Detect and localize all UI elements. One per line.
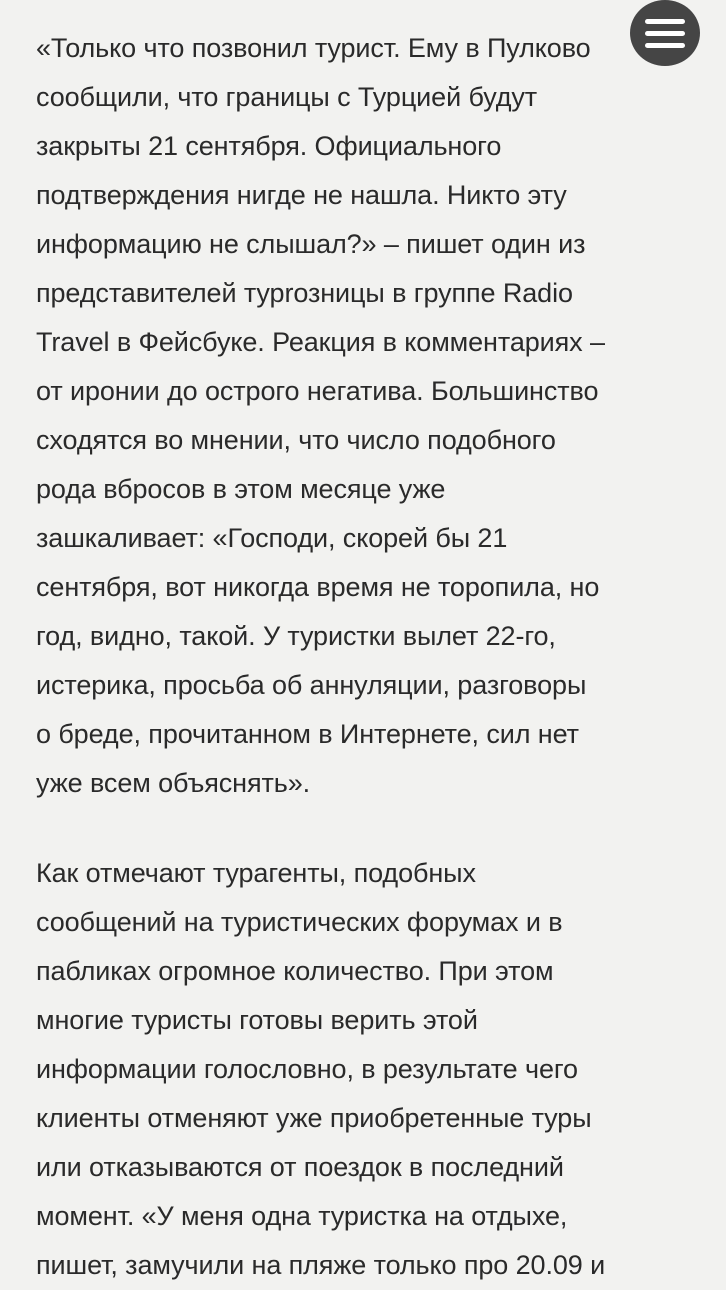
- text-line: сообщили, что границы с Турцией будут: [36, 82, 538, 112]
- text-line: многие туристы готовы верить этой: [36, 1005, 478, 1035]
- text-line: информации голословно, в результате чего: [36, 1054, 578, 1084]
- menu-button[interactable]: [630, 0, 700, 66]
- article-paragraph-1: [36, 24, 704, 808]
- text-line: Как отмечают турагенты, подобных: [36, 858, 476, 888]
- text-line: рода вбросов в этом месяце уже: [36, 474, 446, 504]
- text-line: сентября, вот никогда время не торопила, но: [36, 572, 600, 602]
- article-body: [36, 24, 704, 1290]
- text-line: уже всем объяснять».: [36, 768, 311, 798]
- hamburger-menu-icon-bar: [645, 43, 685, 48]
- text-line: подтверждения нигде не нашла. Никто эту: [36, 180, 567, 210]
- text-line: от иронии до острого негатива. Большинство: [36, 376, 599, 406]
- text-line: пишет, замучили на пляже только про 20.09 и: [36, 1250, 606, 1280]
- text-line: о бреде, прочитанном в Интернете, сил нет: [36, 719, 579, 749]
- text-line: пабликах огромное количество. При этом: [36, 956, 554, 986]
- text-line: сходятся во мнении, что число подобного: [36, 425, 556, 455]
- text-line: или отказываются от поездок в последний: [36, 1152, 564, 1182]
- hamburger-menu-icon-bar: [645, 31, 685, 36]
- text-line: закрыты 21 сентября. Официального: [36, 131, 502, 161]
- text-line: истерика, просьба об аннуляции, разговоры: [36, 670, 587, 700]
- text-line: информацию не слышал?» – пишет один из: [36, 229, 586, 259]
- text-line: представителей турrозницы в группе Radio: [36, 278, 573, 308]
- text-line: «Только что позвонил турист. Ему в Пулково: [36, 33, 591, 63]
- text-line: сообщений на туристических форумах и в: [36, 907, 563, 937]
- text-line: клиенты отменяют уже приобретенные туры: [36, 1103, 592, 1133]
- text-line: момент. «У меня одна туристка на отдыхе,: [36, 1201, 568, 1231]
- article-paragraph-2: [36, 849, 704, 1290]
- text-line: зашкаливает: «Господи, скорей бы 21: [36, 523, 508, 553]
- text-line: год, видно, такой. У туристки вылет 22-го,: [36, 621, 556, 651]
- text-line: Travel в Фейсбуке. Реакция в комментариях –: [36, 327, 605, 357]
- hamburger-menu-icon: [645, 19, 685, 24]
